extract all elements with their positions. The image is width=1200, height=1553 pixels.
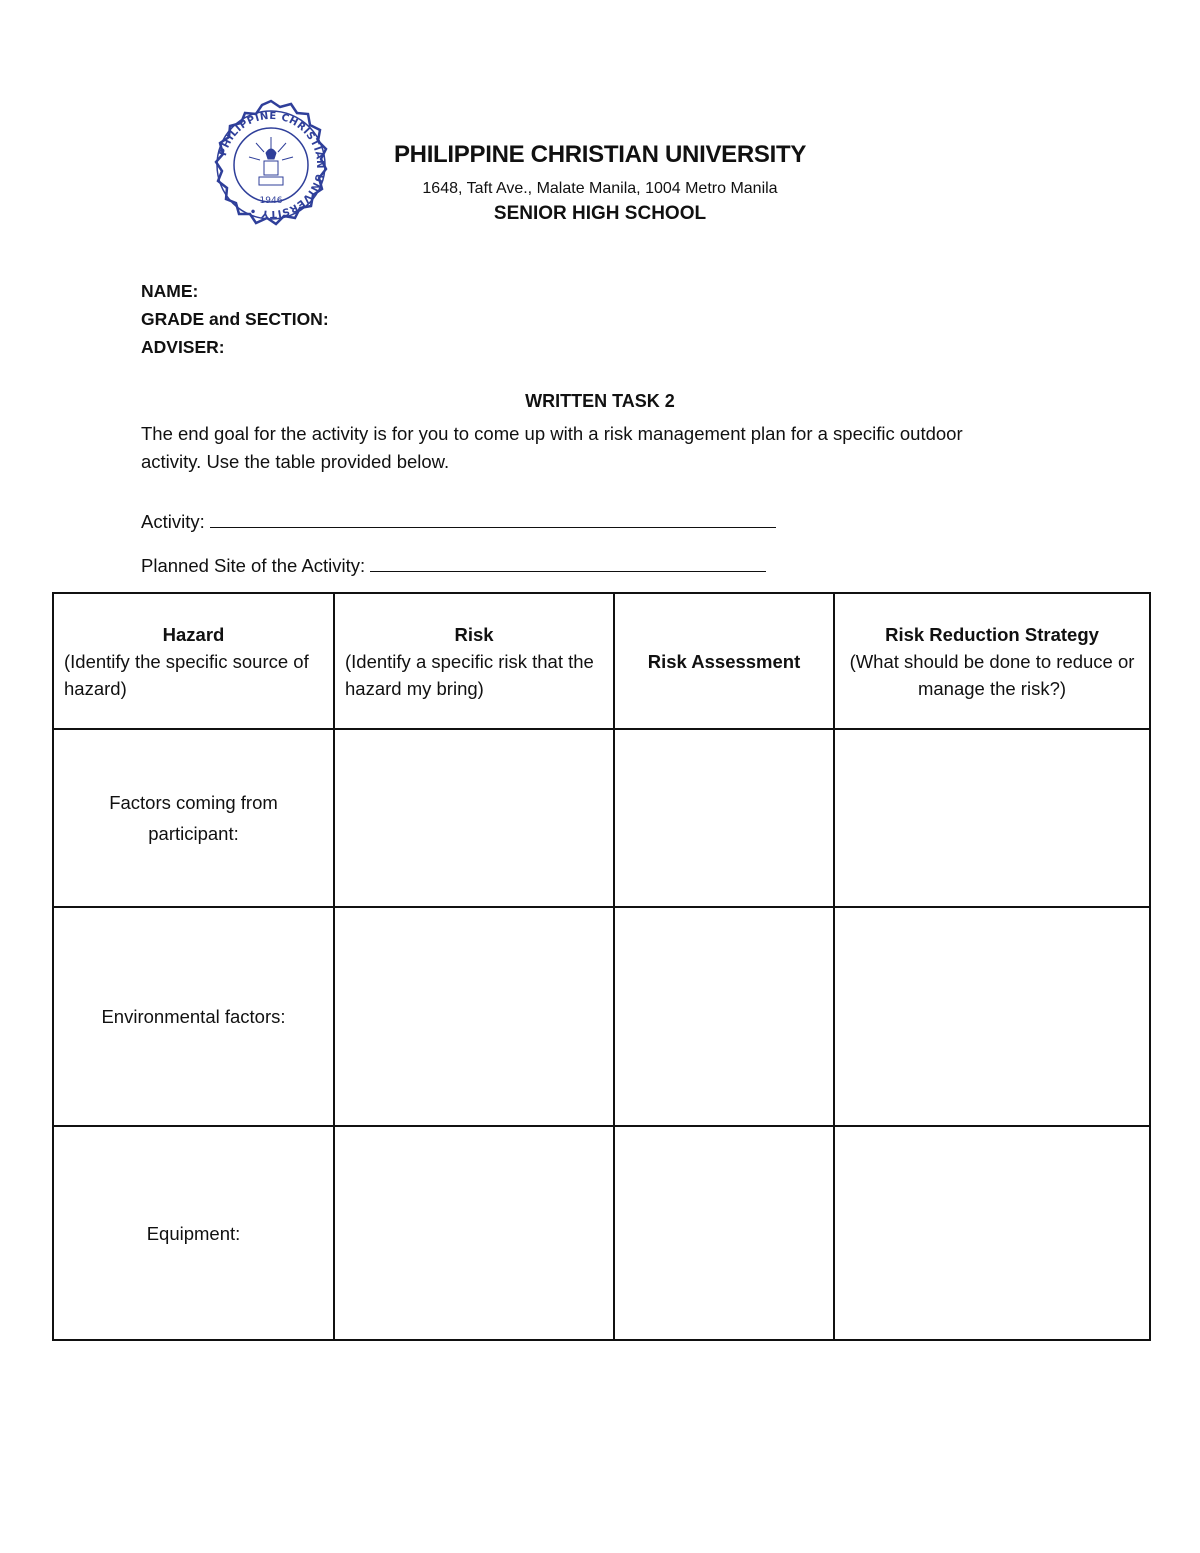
hazard-column-header bbox=[53, 593, 334, 729]
site-line bbox=[141, 551, 766, 577]
adviser-field-label: ADVISER: bbox=[141, 337, 225, 357]
activity-blank[interactable] bbox=[210, 507, 776, 528]
risk-column-subtitle: (Identify a specific risk that the hazard my bring) bbox=[345, 650, 594, 699]
row-label-environmental: Environmental factors: bbox=[53, 907, 334, 1126]
grade-section-field-label: GRADE and SECTION: bbox=[141, 309, 329, 329]
risk-assessment-cell[interactable] bbox=[614, 907, 834, 1126]
university-address: 1648, Taft Ave., Malate Manila, 1004 Metro Manila bbox=[422, 180, 778, 197]
name-field-label: NAME: bbox=[141, 281, 199, 301]
risk-reduction-cell[interactable] bbox=[834, 729, 1150, 907]
table-row bbox=[53, 1126, 1150, 1340]
site-label: Planned Site of the Activity: bbox=[141, 555, 366, 576]
university-name: PHILIPPINE CHRISTIAN UNIVERSITY bbox=[393, 141, 807, 168]
risk-assessment-column-header bbox=[614, 593, 834, 729]
risk-assessment-cell[interactable] bbox=[614, 729, 834, 907]
activity-line bbox=[141, 507, 776, 533]
task-instructions: The end goal for the activity is for you to come up with a risk management plan for a specific outdoor activity. Use the table provided below. bbox=[141, 423, 963, 472]
risk-reduction-cell[interactable] bbox=[834, 1126, 1150, 1340]
risk-cell[interactable] bbox=[334, 1126, 614, 1340]
svg-text:1946: 1946 bbox=[259, 196, 283, 206]
hazard-column-subtitle: (Identify the specific source of hazard) bbox=[64, 650, 309, 699]
risk-reduction-column-header bbox=[834, 593, 1150, 729]
table-header-row bbox=[53, 593, 1150, 729]
risk-management-table bbox=[52, 592, 1151, 1341]
risk-reduction-column-subtitle: (What should be done to reduce or manage the risk?) bbox=[849, 650, 1135, 699]
row-label-equipment: Equipment: bbox=[53, 1126, 334, 1340]
row-label-participant bbox=[53, 729, 334, 907]
task-title: WRITTEN TASK 2 bbox=[525, 391, 675, 411]
risk-assessment-cell[interactable] bbox=[614, 1126, 834, 1340]
activity-label: Activity: bbox=[141, 511, 205, 532]
risk-column-title: Risk bbox=[454, 623, 494, 645]
risk-column-header bbox=[334, 593, 614, 729]
risk-reduction-cell[interactable] bbox=[834, 907, 1150, 1126]
svg-text:PHILIPPINE CHRISTIAN UNIVERSIT: PHILIPPINE CHRISTIAN UNIVERSITY • bbox=[217, 110, 326, 220]
row-label-participant-text: Factors coming from participant: bbox=[109, 792, 278, 844]
table-row bbox=[53, 729, 1150, 907]
risk-cell[interactable] bbox=[334, 729, 614, 907]
hazard-column-title: Hazard bbox=[162, 623, 225, 645]
risk-cell[interactable] bbox=[334, 907, 614, 1126]
table-row bbox=[53, 907, 1150, 1126]
department-name: SENIOR HIGH SCHOOL bbox=[493, 203, 707, 224]
risk-reduction-column-title: Risk Reduction Strategy bbox=[885, 623, 1099, 645]
site-blank[interactable] bbox=[370, 551, 766, 572]
risk-assessment-column-title: Risk Assessment bbox=[647, 650, 801, 672]
